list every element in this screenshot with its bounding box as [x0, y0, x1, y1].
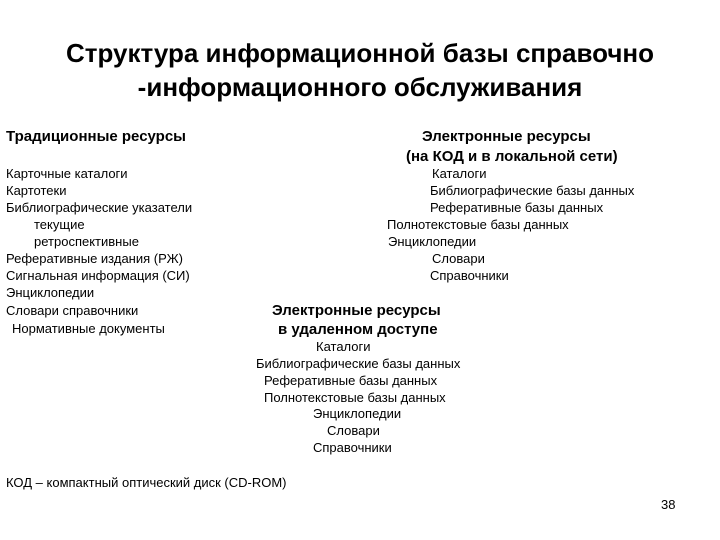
electronic-remote-item: Библиографические базы данных — [256, 356, 461, 371]
traditional-heading: Традиционные ресурсы — [6, 128, 186, 145]
traditional-item: Библиографические указатели — [6, 200, 193, 215]
electronic-remote-item: Справочники — [313, 440, 392, 455]
page-title — [0, 36, 720, 104]
traditional-item: Картотеки — [6, 183, 67, 198]
traditional-item: ретроспективные — [34, 234, 139, 249]
electronic-local-item: Справочники — [430, 268, 509, 283]
electronic-local-item: Словари — [432, 251, 485, 266]
traditional-item: Словари справочники — [6, 303, 139, 318]
title-line-2: -информационного обслуживания — [137, 72, 583, 102]
electronic-remote-item: Полнотекстовые базы данных — [264, 390, 446, 405]
footnote: КОД – компактный оптический диск (CD-ROM) — [6, 475, 287, 490]
electronic-local-item: Каталоги — [432, 166, 487, 181]
electronic-remote-item: Реферативные базы данных — [264, 373, 438, 388]
title-line-1: Структура информационной базы справочно — [65, 38, 655, 68]
traditional-item: текущие — [34, 217, 85, 232]
electronic-local-heading-2: (на КОД и в локальной сети) — [406, 148, 618, 165]
electronic-remote-item: Энциклопедии — [313, 406, 402, 421]
electronic-remote-item: Словари — [327, 423, 380, 438]
electronic-local-heading-1: Электронные ресурсы — [422, 128, 591, 145]
electronic-remote-heading-2: в удаленном доступе — [278, 321, 438, 338]
traditional-item: Карточные каталоги — [6, 166, 128, 181]
electronic-local-item: Реферативные базы данных — [430, 200, 604, 215]
traditional-item: Нормативные документы — [12, 321, 165, 336]
electronic-local-item: Энциклопедии — [388, 234, 477, 249]
traditional-item: Сигнальная информация (СИ) — [6, 268, 190, 283]
electronic-remote-heading-1: Электронные ресурсы — [272, 302, 441, 319]
page-number: 38 — [661, 497, 676, 512]
electronic-local-item: Библиографические базы данных — [430, 183, 635, 198]
traditional-item: Энциклопедии — [6, 285, 95, 300]
electronic-local-item: Полнотекстовые базы данных — [387, 217, 569, 232]
traditional-item: Реферативные издания (РЖ) — [6, 251, 183, 266]
electronic-remote-item: Каталоги — [316, 339, 371, 354]
